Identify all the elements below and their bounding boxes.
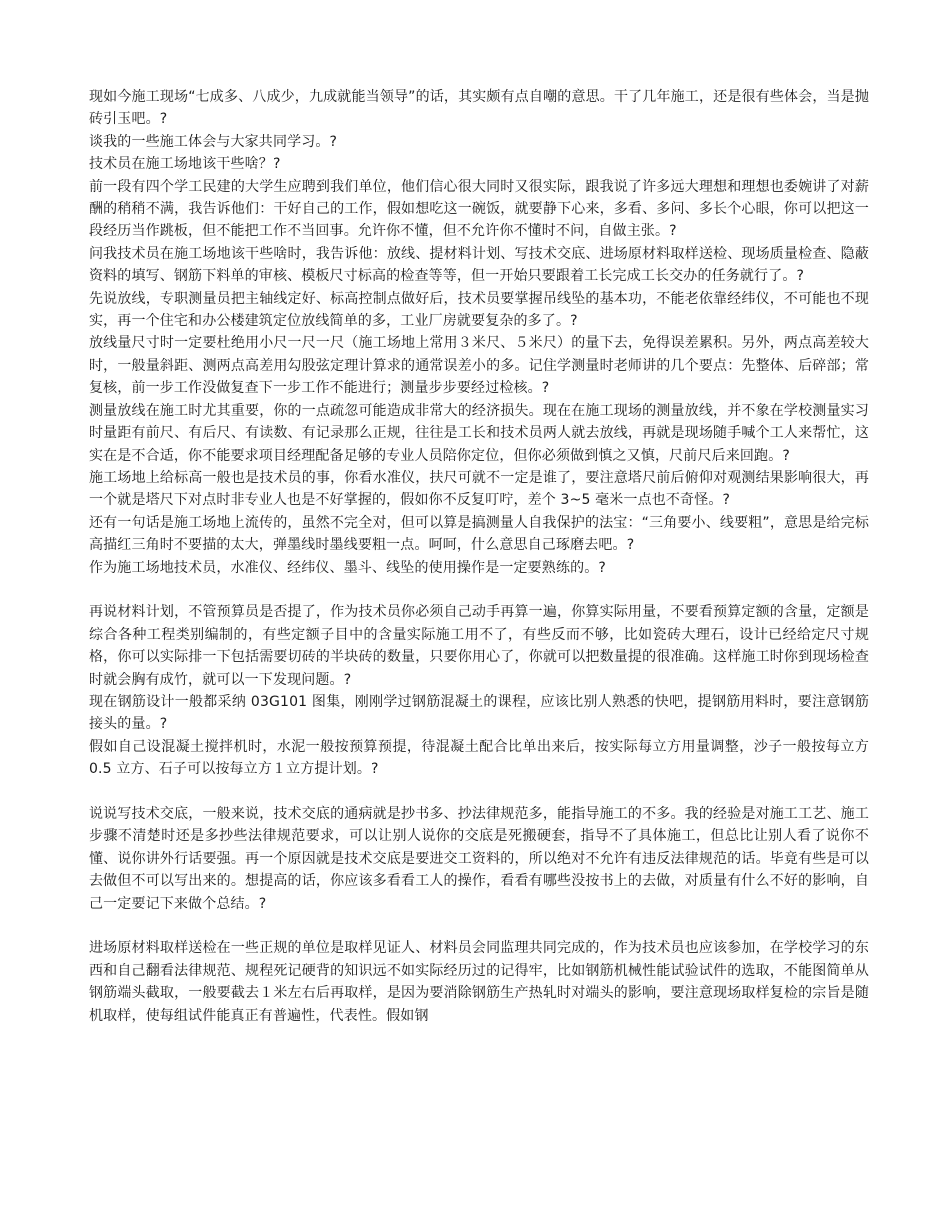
paragraph: 放线量尺寸时一定要杜绝用小尺一尺一尺（施工场地上常用３米尺、５米尺）的量下去，免得误差累积。另外，两点高差较大时，一般量斜距、测两点高差用勾股弦定理计算求的通常误差小的多。记住学测量时老师讲的几个要点：先整体、后碎部；常复核，前一步工作没做复查下一步工作不能进行；测量步步要经过检核。? — [89, 335, 869, 397]
paragraph: 谈我的一些施工体会与大家共同学习。? — [89, 133, 338, 150]
paragraph: 先说放线，专职测量员把主轴线定好、标高控制点做好后，技术员要掌握吊线坠的基本功，不能老依靠经纬仪，不可能也不现实，再一个住宅和办公楼建筑定位放线简单的多，工业厂房就要复杂的多了。? — [89, 290, 869, 330]
paragraph: 作为施工场地技术员，水准仪、经纬仪、墨斗、线坠的使用操作是一定要熟练的。? — [89, 559, 606, 576]
paragraph: 说说写技术交底，一般来说，技术交底的通病就是抄书多、抄法律规范多，能指导施工的不多。我的经验是对施工工艺、施工步骤不清楚时还是多抄些法律规范要求，可以让别人说你的交底是死搬硬套，指导不了具体施工，但总比让别人看了说你不懂、说你讲外行话要强。再一个原因就是技术交底是要进交工资料的，所以绝对不允许有违反法律规范的话。毕竟有些是可以去做但不可以写出来的。想提高的话，你应该多看看工人的操作，看看有哪些没按书上的去做，对质量有什么不好的影响，自己一定要记下来做个总结。? — [89, 805, 869, 912]
paragraph: 测量放线在施工时尤其重要，你的一点疏忽可能造成非常大的经济损失。现在在施工现场的测量放线，并不象在学校测量实习时量距有前尺、有后尺、有读数、有记录那么正规，往往是工长和技术员两人就去放线，再就是现场随手喊个工人来帮忙，这实在是不合适，你不能要求项目经理配备足够的专业人员陪你定位，但你必须做到慎之又慎，尺前尺后来回跑。? — [89, 402, 869, 464]
paragraph: 假如自己设混凝土搅拌机时，水泥一般按预算预提，待混凝土配合比单出来后，按实际每立方用量调整，沙子一般按每立方 0.5 立方、石子可以按每立方１立方提计划。? — [89, 738, 869, 778]
paragraph: 现在钢筋设计一般都采纳 03G101 图集，刚刚学过钢筋混凝土的课程，应该比别人熟悉的快吧，提钢筋用料时，要注意钢筋接头的量。? — [89, 693, 869, 733]
section-heading: 技术员在施工场地该干些啥？? — [89, 156, 281, 173]
document-body — [89, 86, 869, 1027]
paragraph: 施工场地上给标高一般也是技术员的事，你看水准仪，扶尺可就不一定是谁了，要注意塔尺前后俯仰对观测结果影响很大，再一个就是塔尺下对点时非专业人也是不好掌握的，假如你不反复叮咛，差个 3~5 毫米一点也不奇怪。? — [89, 469, 869, 509]
paragraph: 进场原材料取样送检在一些正规的单位是取样见证人、材料员会同监理共同完成的，作为技术员也应该参加，在学校学习的东西和自己翻看法律规范、规程死记硬背的知识远不如实际经历过的记得牢，比如钢筋机械性能试验试件的选取，不能图简单从钢筋端头截取，一般要截去１米左右后再取样，是因为要消除钢筋生产热轧时对端头的影响，要注意现场取样复检的宗旨是随机取样，使每组试件能真正有普遍性，代表性。假如钢 — [89, 940, 869, 1024]
paragraph: 前一段有四个学工民建的大学生应聘到我们单位，他们信心很大同时又很实际，跟我说了许多远大理想和理想也委婉讲了对薪酬的稍稍不满，我告诉他们：干好自己的工作，假如想吃这一碗饭，就要静下心来，多看、多问、多长个心眼，你可以把这一段经历当作跳板，但不能把工作不当回事。允许你不懂，但不允许你不懂时不问，自做主张。? — [89, 178, 869, 240]
paragraph: 再说材料计划，不管预算员是否提了，作为技术员你必须自己动手再算一遍，你算实际用量，不要看预算定额的含量，定额是综合各种工程类别编制的，有些定额子目中的含量实际施工用不了，有些反而不够，比如瓷砖大理石，设计已经给定尺寸规格，你可以实际排一下包括需要切砖的半块砖的数量，只要你用心了，你就可以把数量提的很准确。这样施工时你到现场检查时就会胸有成竹，就可以一下发现问题。? — [89, 604, 869, 688]
paragraph: 现如今施工现场“七成多、八成少，九成就能当领导”的话，其实颇有点自嘲的意思。干了几年施工，还是很有些体会，当是抛砖引玉吧。? — [89, 89, 869, 128]
paragraph-gap — [89, 781, 869, 803]
paragraph-gap — [89, 579, 869, 601]
paragraph: 还有一句话是施工场地上流传的，虽然不完全对，但可以算是搞测量人自我保护的法宝：“三角要小、线要粗”，意思是给完标高描红三角时不要描的太大，弹墨线时墨线要粗一点。呵呵，什么意思自己琢磨去吧。? — [89, 514, 869, 554]
paragraph: 问我技术员在施工场地该干些啥时，我告诉他：放线、提材料计划、写技术交底、进场原材料取样送检、现场质量检查、隐蔽资料的填写、钢筋下料单的审核、模板尺寸标高的检查等等，但一开始只要跟着工长完成工长交办的任务就行了。? — [89, 245, 869, 285]
paragraph-gap — [89, 915, 869, 937]
